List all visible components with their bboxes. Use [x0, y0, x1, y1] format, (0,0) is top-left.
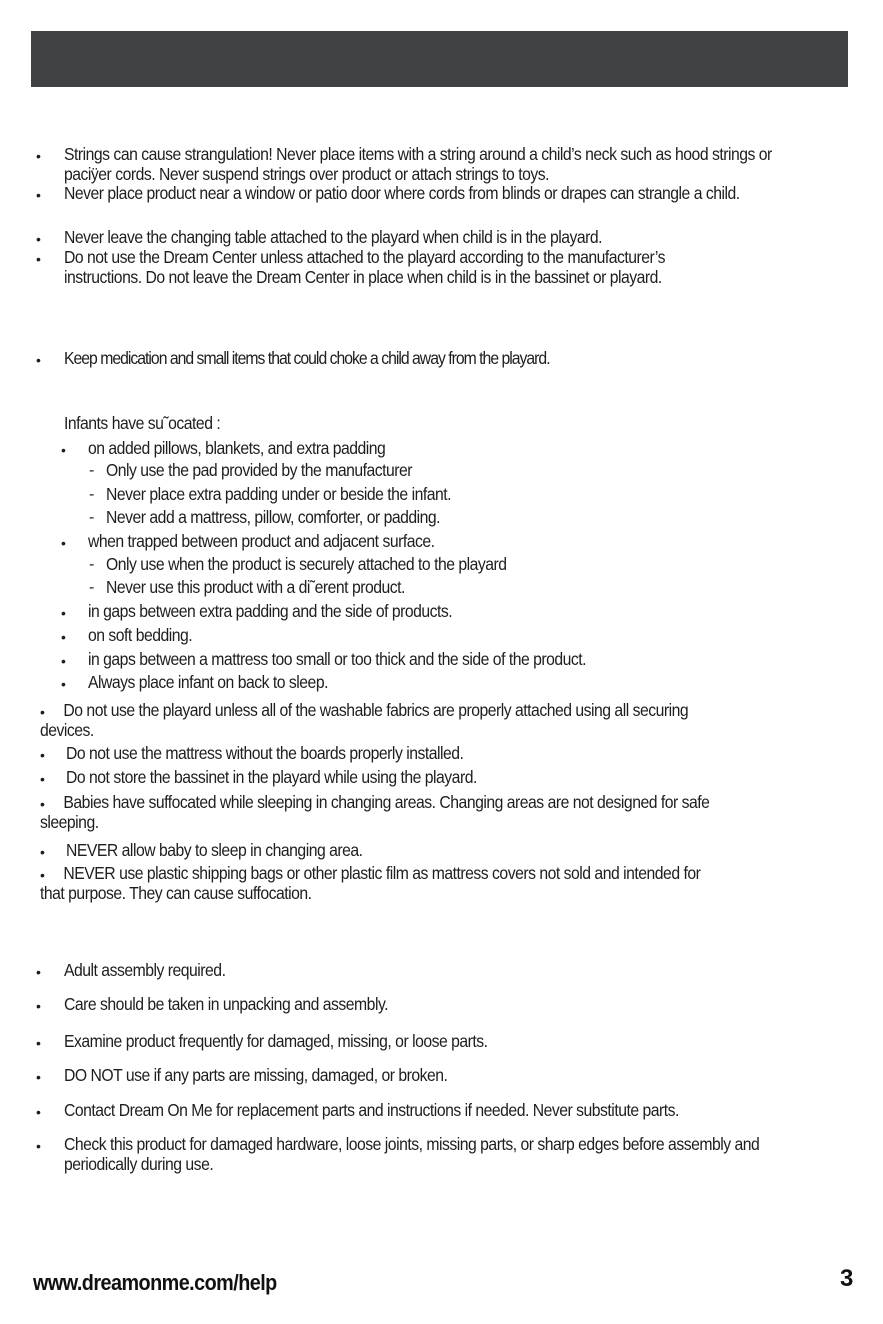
list-item-text: Adult assembly required.	[64, 960, 226, 980]
suffocation-intro: Infants have su˜ocated :	[64, 413, 221, 433]
list-item-text: Examine product frequently for damaged, missing, or loose parts.	[64, 1031, 488, 1051]
footer-url[interactable]: www.dreamonme.com/help	[33, 1270, 277, 1295]
hazard-subitem: Never place extra padding under or beside the infant.	[106, 484, 452, 504]
list-item-text: Never place product near a window or patio door where cords from blinds or drapes can strangle a child.	[64, 183, 740, 203]
hazard-item: in gaps between extra padding and the side of products.	[88, 601, 453, 621]
bullet-icon: •	[36, 998, 41, 1014]
bullet-icon: •	[36, 1069, 41, 1085]
bullet-icon: •	[40, 867, 45, 883]
warning-item: NEVER use plastic shipping bags or other plastic film as mattress covers not sold and intended for that purpose. They can cause suffocation.	[40, 863, 701, 903]
dash-icon: -	[89, 556, 95, 573]
dash-icon: -	[89, 509, 95, 526]
list-item-text: DO NOT use if any parts are missing, damaged, or broken.	[64, 1065, 448, 1085]
warning-item: Do not use the mattress without the boards properly installed.	[66, 743, 464, 763]
bullet-icon: •	[36, 231, 41, 247]
hazard-subitem: Only use when the product is securely attached to the playard	[106, 554, 507, 574]
warning-item: Do not store the bassinet in the playard while using the playard.	[66, 767, 477, 787]
dash-icon: -	[89, 486, 95, 503]
bullet-icon: •	[40, 771, 45, 787]
bullet-icon: •	[40, 796, 45, 812]
hazard-item: in gaps between a mattress too small or too thick and the side of the product.	[88, 649, 587, 669]
list-item-text: Keep medication and small items that could choke a child away from the playard.	[64, 348, 550, 368]
bullet-icon: •	[61, 653, 66, 669]
hazard-item: Always place infant on back to sleep.	[88, 672, 328, 692]
page-number: 3	[840, 1265, 854, 1292]
hazard-subitem: Only use the pad provided by the manufacturer	[106, 460, 413, 480]
bullet-icon: •	[61, 676, 66, 692]
bullet-icon: •	[36, 1035, 41, 1051]
warning-item: NEVER allow baby to sleep in changing area.	[66, 840, 363, 860]
bullet-icon: •	[36, 964, 41, 980]
list-item-text: Strings can cause strangulation! Never place items with a string around a child’s neck such as hood strings or paciÿer cords. Never suspend strings over product or attach strings to toys.	[64, 144, 772, 184]
list-item-text: Contact Dream On Me for replacement parts and instructions if needed. Never substitute parts.	[64, 1100, 679, 1120]
bullet-icon: •	[61, 629, 66, 645]
hazard-item: on soft bedding.	[88, 625, 193, 645]
bullet-icon: •	[61, 535, 66, 551]
list-item-text: Check this product for damaged hardware, loose joints, missing parts, or sharp edges before assembly and periodically during use.	[64, 1134, 760, 1174]
hazard-subitem: Never add a mattress, pillow, comforter, or padding.	[106, 507, 441, 527]
list-item-text: Care should be taken in unpacking and assembly.	[64, 994, 389, 1014]
header-bar	[31, 31, 848, 87]
bullet-icon: •	[36, 1138, 41, 1154]
bullet-icon: •	[36, 251, 41, 267]
warning-item: Babies have suffocated while sleeping in changing areas. Changing areas are not designed for safe sleeping.	[40, 792, 710, 832]
bullet-icon: •	[36, 187, 41, 203]
dash-icon: -	[89, 462, 95, 479]
bullet-icon: •	[36, 148, 41, 164]
bullet-icon: •	[61, 442, 66, 458]
bullet-icon: •	[40, 747, 45, 763]
dash-icon: -	[89, 579, 95, 596]
list-item-text: Never leave the changing table attached to the playard when child is in the playard.	[64, 227, 603, 247]
hazard-subitem: Never use this product with a di˜erent product.	[106, 577, 405, 597]
hazard-item: on added pillows, blankets, and extra padding	[88, 438, 386, 458]
bullet-icon: •	[61, 605, 66, 621]
bullet-icon: •	[36, 352, 41, 368]
bullet-icon: •	[36, 1104, 41, 1120]
bullet-icon: •	[40, 704, 45, 720]
hazard-item: when trapped between product and adjacent surface.	[88, 531, 435, 551]
list-item-text: Do not use the Dream Center unless attached to the playard according to the manufacturer’s instructions. Do not leave the Dream Center in place when child is in the bassinet or playard.	[64, 247, 665, 287]
warning-item: Do not use the playard unless all of the washable fabrics are properly attached using all securing devices.	[40, 700, 689, 740]
bullet-icon: •	[40, 844, 45, 860]
